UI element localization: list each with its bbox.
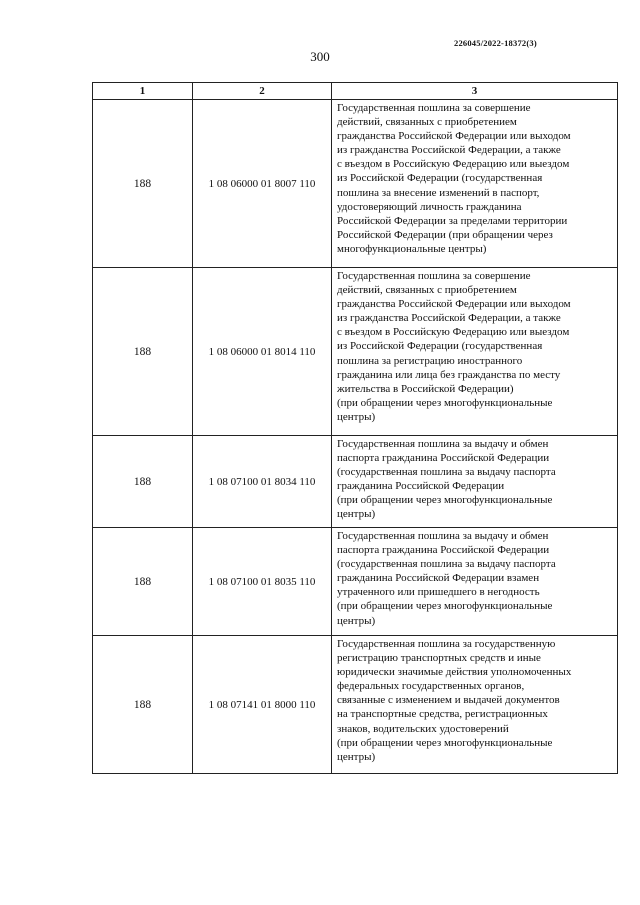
table-row xyxy=(93,636,618,774)
kbk-code-cell: 1 08 07100 01 8034 110 xyxy=(193,436,332,528)
scan-artifact xyxy=(92,893,562,897)
description-cell: Государственная пошлина за выдачу и обмен паспорта гражданина Российской Федерации (государственная пошлина за выдачу паспорта гражданина Российской Федерации взамен утраченного или пришедшего в негодность (при обращении через многофункциональные центры) xyxy=(332,528,618,636)
admin-code-cell: 188 xyxy=(93,528,193,636)
table-row xyxy=(93,528,618,636)
table-header-row xyxy=(93,83,618,100)
kbk-code-cell: 1 08 06000 01 8014 110 xyxy=(193,268,332,436)
description-cell: Государственная пошлина за государственную регистрацию транспортных средств и иные юридически значимые действия уполномоченных федеральных государственных органов, связанные с изменением и выдачей документов на транспортные средства, регистрационных знаков, водительских удостоверений (при обращении через многофункциональные центры) xyxy=(332,636,618,774)
kbk-code-cell: 1 08 07141 01 8000 110 xyxy=(193,636,332,774)
description-cell: Государственная пошлина за совершение действий, связанных с приобретением гражданства Российской Федерации или выходом из гражданства Российской Федерации, а также с въездом в Российскую Федерацию или выездом из Российской Федерации (государственная пошлина за внесение изменений в паспорт, удостоверяющий личность гражданина Российской Федерации за пределами территории Российской Федерации (при обращении через многофункциональные центры) xyxy=(332,100,618,268)
page-number: 300 xyxy=(310,49,330,64)
table-row xyxy=(93,436,618,528)
table-row xyxy=(93,268,618,436)
description-cell: Государственная пошлина за совершение действий, связанных с приобретением гражданства Российской Федерации или выходом из гражданства Российской Федерации, а также с въездом в Российскую Федерацию или выездом из Российской Федерации (государственная пошлина за регистрацию иностранного гражданина или лица без гражданства по месту жительства в Российской Федерации) (при обращении через многофункциональные центры) xyxy=(332,268,618,436)
column-header-3: 3 xyxy=(332,83,618,100)
column-header-2: 2 xyxy=(193,83,332,100)
table-row xyxy=(93,100,618,268)
column-header-1: 1 xyxy=(93,83,193,100)
document-id: 226045/2022-18372(3) xyxy=(454,38,537,48)
admin-code-cell: 188 xyxy=(93,268,193,436)
admin-code-cell: 188 xyxy=(93,636,193,774)
admin-code-cell: 188 xyxy=(93,100,193,268)
admin-code-cell: 188 xyxy=(93,436,193,528)
fee-table xyxy=(92,82,618,774)
kbk-code-cell: 1 08 07100 01 8035 110 xyxy=(193,528,332,636)
description-cell: Государственная пошлина за выдачу и обмен паспорта гражданина Российской Федерации (государственная пошлина за выдачу паспорта гражданина Российской Федерации (при обращении через многофункциональные центры) xyxy=(332,436,618,528)
kbk-code-cell: 1 08 06000 01 8007 110 xyxy=(193,100,332,268)
